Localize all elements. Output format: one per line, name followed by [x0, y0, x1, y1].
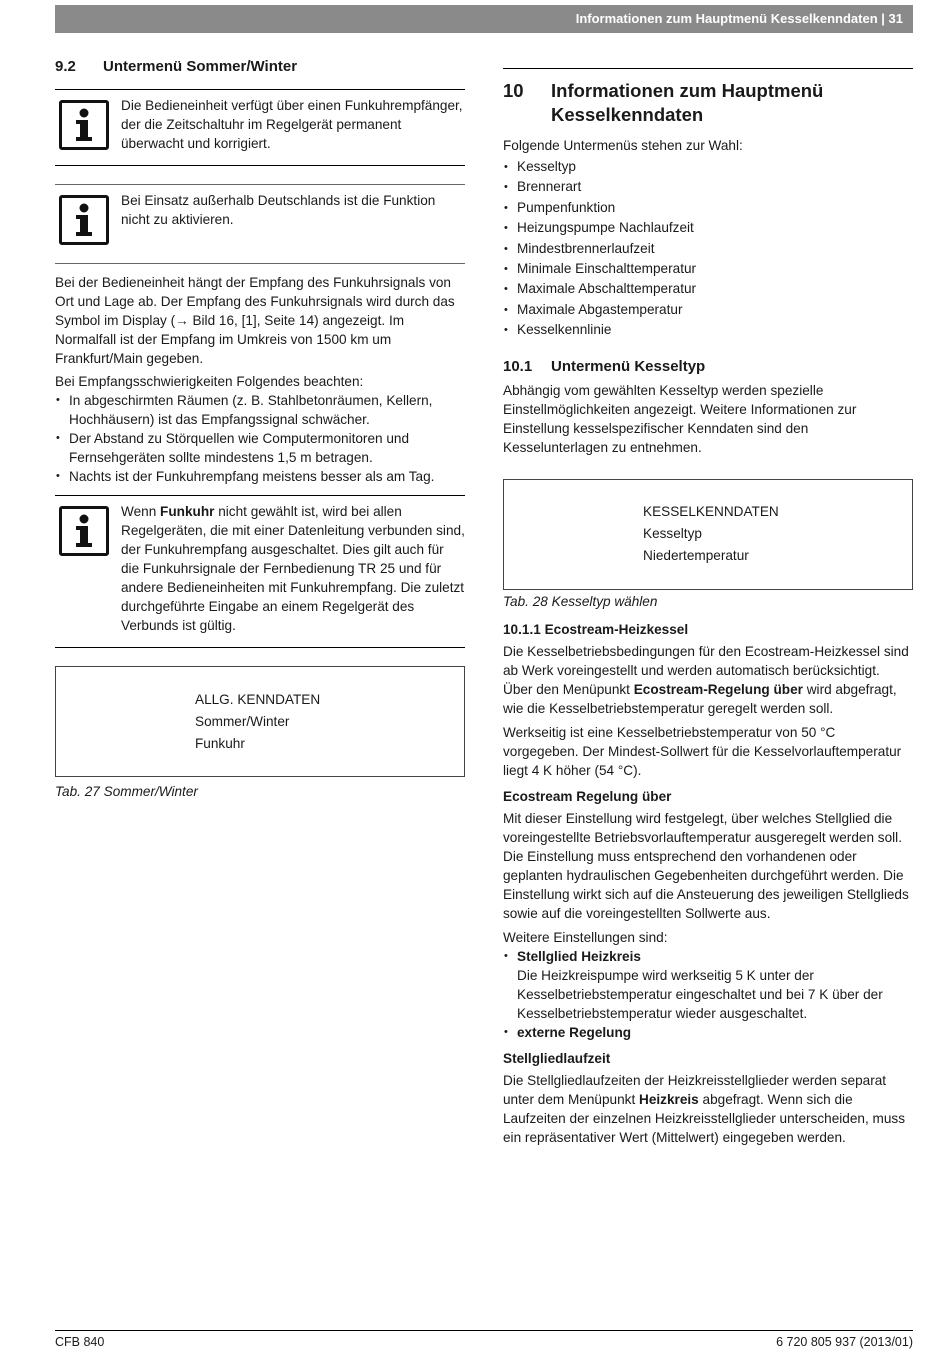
- submenu-list: [503, 157, 913, 341]
- menu-display-sommer-winter: [55, 666, 465, 777]
- list-item: • Der Abstand zu Störquellen wie Computermonitoren und Fernsehgeräten sollte mindestens 1,5 m betragen.: [55, 429, 465, 467]
- settings-list: [503, 947, 913, 1042]
- section-heading-10-1: 10.1 Untermenü Kesseltyp: [503, 357, 706, 375]
- menu-line: Niedertemperatur: [643, 547, 749, 563]
- list-item: • Heizungspumpe Nachlaufzeit: [503, 218, 913, 238]
- info-icon: [59, 195, 109, 245]
- paragraph-reception: Bei der Bedieneinheit hängt der Empfang des Funkuhrsignals von Ort und Lage ab. Der Empfang des Funkuhrsignals wird durch das Symbol im Display (→ Bild 16, [1], Seite 14) angezeigt. Im Normalfall ist der Empfang im Umkreis von 1500 km um Frankfurt/Main gegeben.: [55, 275, 455, 366]
- paragraph-ecostream: Die Kesselbetriebsbedingungen für den Ecostream-Heizkessel sind ab Werk voreingestellt und werden automatisch berücksichtigt. Über den Menüpunkt Ecostream-Regelung über wird abgefragt, wie die Kesselbetriebstemperatur geregelt werden soll.: [503, 643, 909, 716]
- right-column: [503, 68, 913, 1147]
- info-icon: [59, 100, 109, 150]
- list-item: • Pumpenfunktion: [503, 198, 913, 218]
- note-text: Wenn Funkuhr nicht gewählt ist, wird bei allen Regelgeräten, die mit einer Datenleitung verbunden sind, der Funkuhrempfang ausgeschaltet. Dies gilt auch für die Funkuhrsignale der Fernbedienung TR 25 und für andere Bedieneinheiten mit Funkuhrempfang. Die zuletzt durchgeführte Eingabe an einem Regelgerät des Verbunds ist gültig.: [121, 504, 465, 633]
- paragraph-temperature: Werkseitig ist eine Kesselbetriebstemperatur von 50 °C vorgegeben. Der Mindest-Sollwert für die Kesselvorlauftemperatur liegt 4 K höher (54 °C).: [503, 724, 902, 778]
- list-item: • Kesselkennlinie: [503, 320, 913, 340]
- bullet-list-reception: [55, 391, 465, 486]
- note-text: Bei Einsatz außerhalb Deutschlands ist die Funktion nicht zu aktivieren.: [121, 193, 436, 227]
- page-header: [55, 5, 913, 33]
- paragraph-kesseltyp: Abhängig vom gewählten Kesseltyp werden spezielle Einstellmöglichkeiten angezeigt. Weitere Informationen zur Einstellung kesselspezifischer Kenndaten sind den Kesselunterlagen zu entnehmen.: [503, 382, 857, 455]
- table-caption-28: Tab. 28 Kesseltyp wählen: [503, 593, 658, 609]
- list-item: • Kesseltyp: [503, 157, 913, 177]
- menu-display-kesseltyp: [503, 479, 913, 590]
- note-text: Die Bedieneinheit verfügt über einen Funkuhrempfänger, der die Zeitschaltuhr im Regelgerät permanent überwacht und korrigiert.: [121, 98, 463, 151]
- list-item: • In abgeschirmten Räumen (z. B. Stahlbetonräumen, Kellern, Hochhäusern) ist das Empfangssignal schwächer.: [55, 391, 465, 429]
- left-column: [55, 58, 465, 799]
- chapter-intro: Folgende Untermenüs stehen zur Wahl:: [503, 138, 743, 153]
- paragraph-further-settings: Weitere Einstellungen sind:: [503, 929, 668, 945]
- info-note-3: [55, 495, 465, 648]
- chapter-heading-10: 10 Informationen zum Hauptmenü Kesselkenndaten: [503, 68, 913, 127]
- list-item: • Maximale Abgastemperatur: [503, 300, 913, 320]
- footer-product: CFB 840: [55, 1335, 105, 1349]
- section-heading-10-1-1: 10.1.1 Ecostream-Heizkessel: [503, 621, 689, 637]
- heading-ecostream-regelung: Ecostream Regelung über: [503, 788, 672, 804]
- list-item: • externe Regelung: [503, 1023, 913, 1042]
- list-item: • Nachts ist der Funkuhrempfang meistens besser als am Tag.: [55, 467, 465, 486]
- info-icon: [59, 506, 109, 556]
- list-item: • Stellglied Heizkreis Die Heizkreispumpe wird werkseitig 5 K unter der Kesselbetriebstemperatur eingeschaltet und bei 7 K über der Kesselbetriebstemperatur wieder ausgeschaltet.: [503, 947, 913, 1023]
- paragraph-stellgliedlaufzeit: Die Stellgliedlaufzeiten der Heizkreisstellglieder werden separat unter dem Menüpunkt Heizkreis abgefragt. Wenn sich die Laufzeiten der einzelnen Heizkreisstellglieder unterscheiden, muss ein repräsentativer Wert (Mittelwert) eingegeben werden.: [503, 1072, 905, 1145]
- heading-stellgliedlaufzeit: Stellgliedlaufzeit: [503, 1050, 611, 1066]
- section-heading-9-2: 9.2 Untermenü Sommer/Winter: [55, 58, 298, 75]
- info-note-2: [55, 184, 465, 264]
- page-footer: [55, 1330, 913, 1349]
- list-item: • Brennerart: [503, 177, 913, 197]
- table-caption-27: Tab. 27 Sommer/Winter: [55, 784, 198, 799]
- menu-line: ALLG. KENNDATEN: [195, 692, 321, 707]
- menu-line: Kesseltyp: [643, 525, 702, 541]
- info-note-1: [55, 89, 465, 166]
- menu-line: Funkuhr: [195, 736, 245, 751]
- header-title: Informationen zum Hauptmenü Kesselkenndaten | 31: [575, 11, 903, 26]
- list-item: • Maximale Abschalttemperatur: [503, 279, 913, 299]
- menu-line: Sommer/Winter: [195, 714, 290, 729]
- paragraph-difficulties: Bei Empfangsschwierigkeiten Folgendes beachten:: [55, 374, 364, 389]
- footer-doc-number: 6 720 805 937 (2013/01): [776, 1335, 913, 1349]
- list-item: • Minimale Einschalttemperatur: [503, 259, 913, 279]
- menu-line: KESSELKENNDATEN: [643, 503, 779, 519]
- paragraph-ecostream-regelung: Mit dieser Einstellung wird festgelegt, über welches Stellglied die voreingestellte Betriebsvorlauftemperatur ausgeregelt werden soll. Die Einstellung muss entsprechend den vorhandenen oder geplanten hydraulischen Gegebenheiten durchgeführt werden. Die Einstellung wirkt sich auf die Ansteuerung des jeweiligen Stellglieds sowie auf die voreingestellten Sollwerte aus.: [503, 810, 909, 921]
- list-item: • Mindestbrennerlaufzeit: [503, 239, 913, 259]
